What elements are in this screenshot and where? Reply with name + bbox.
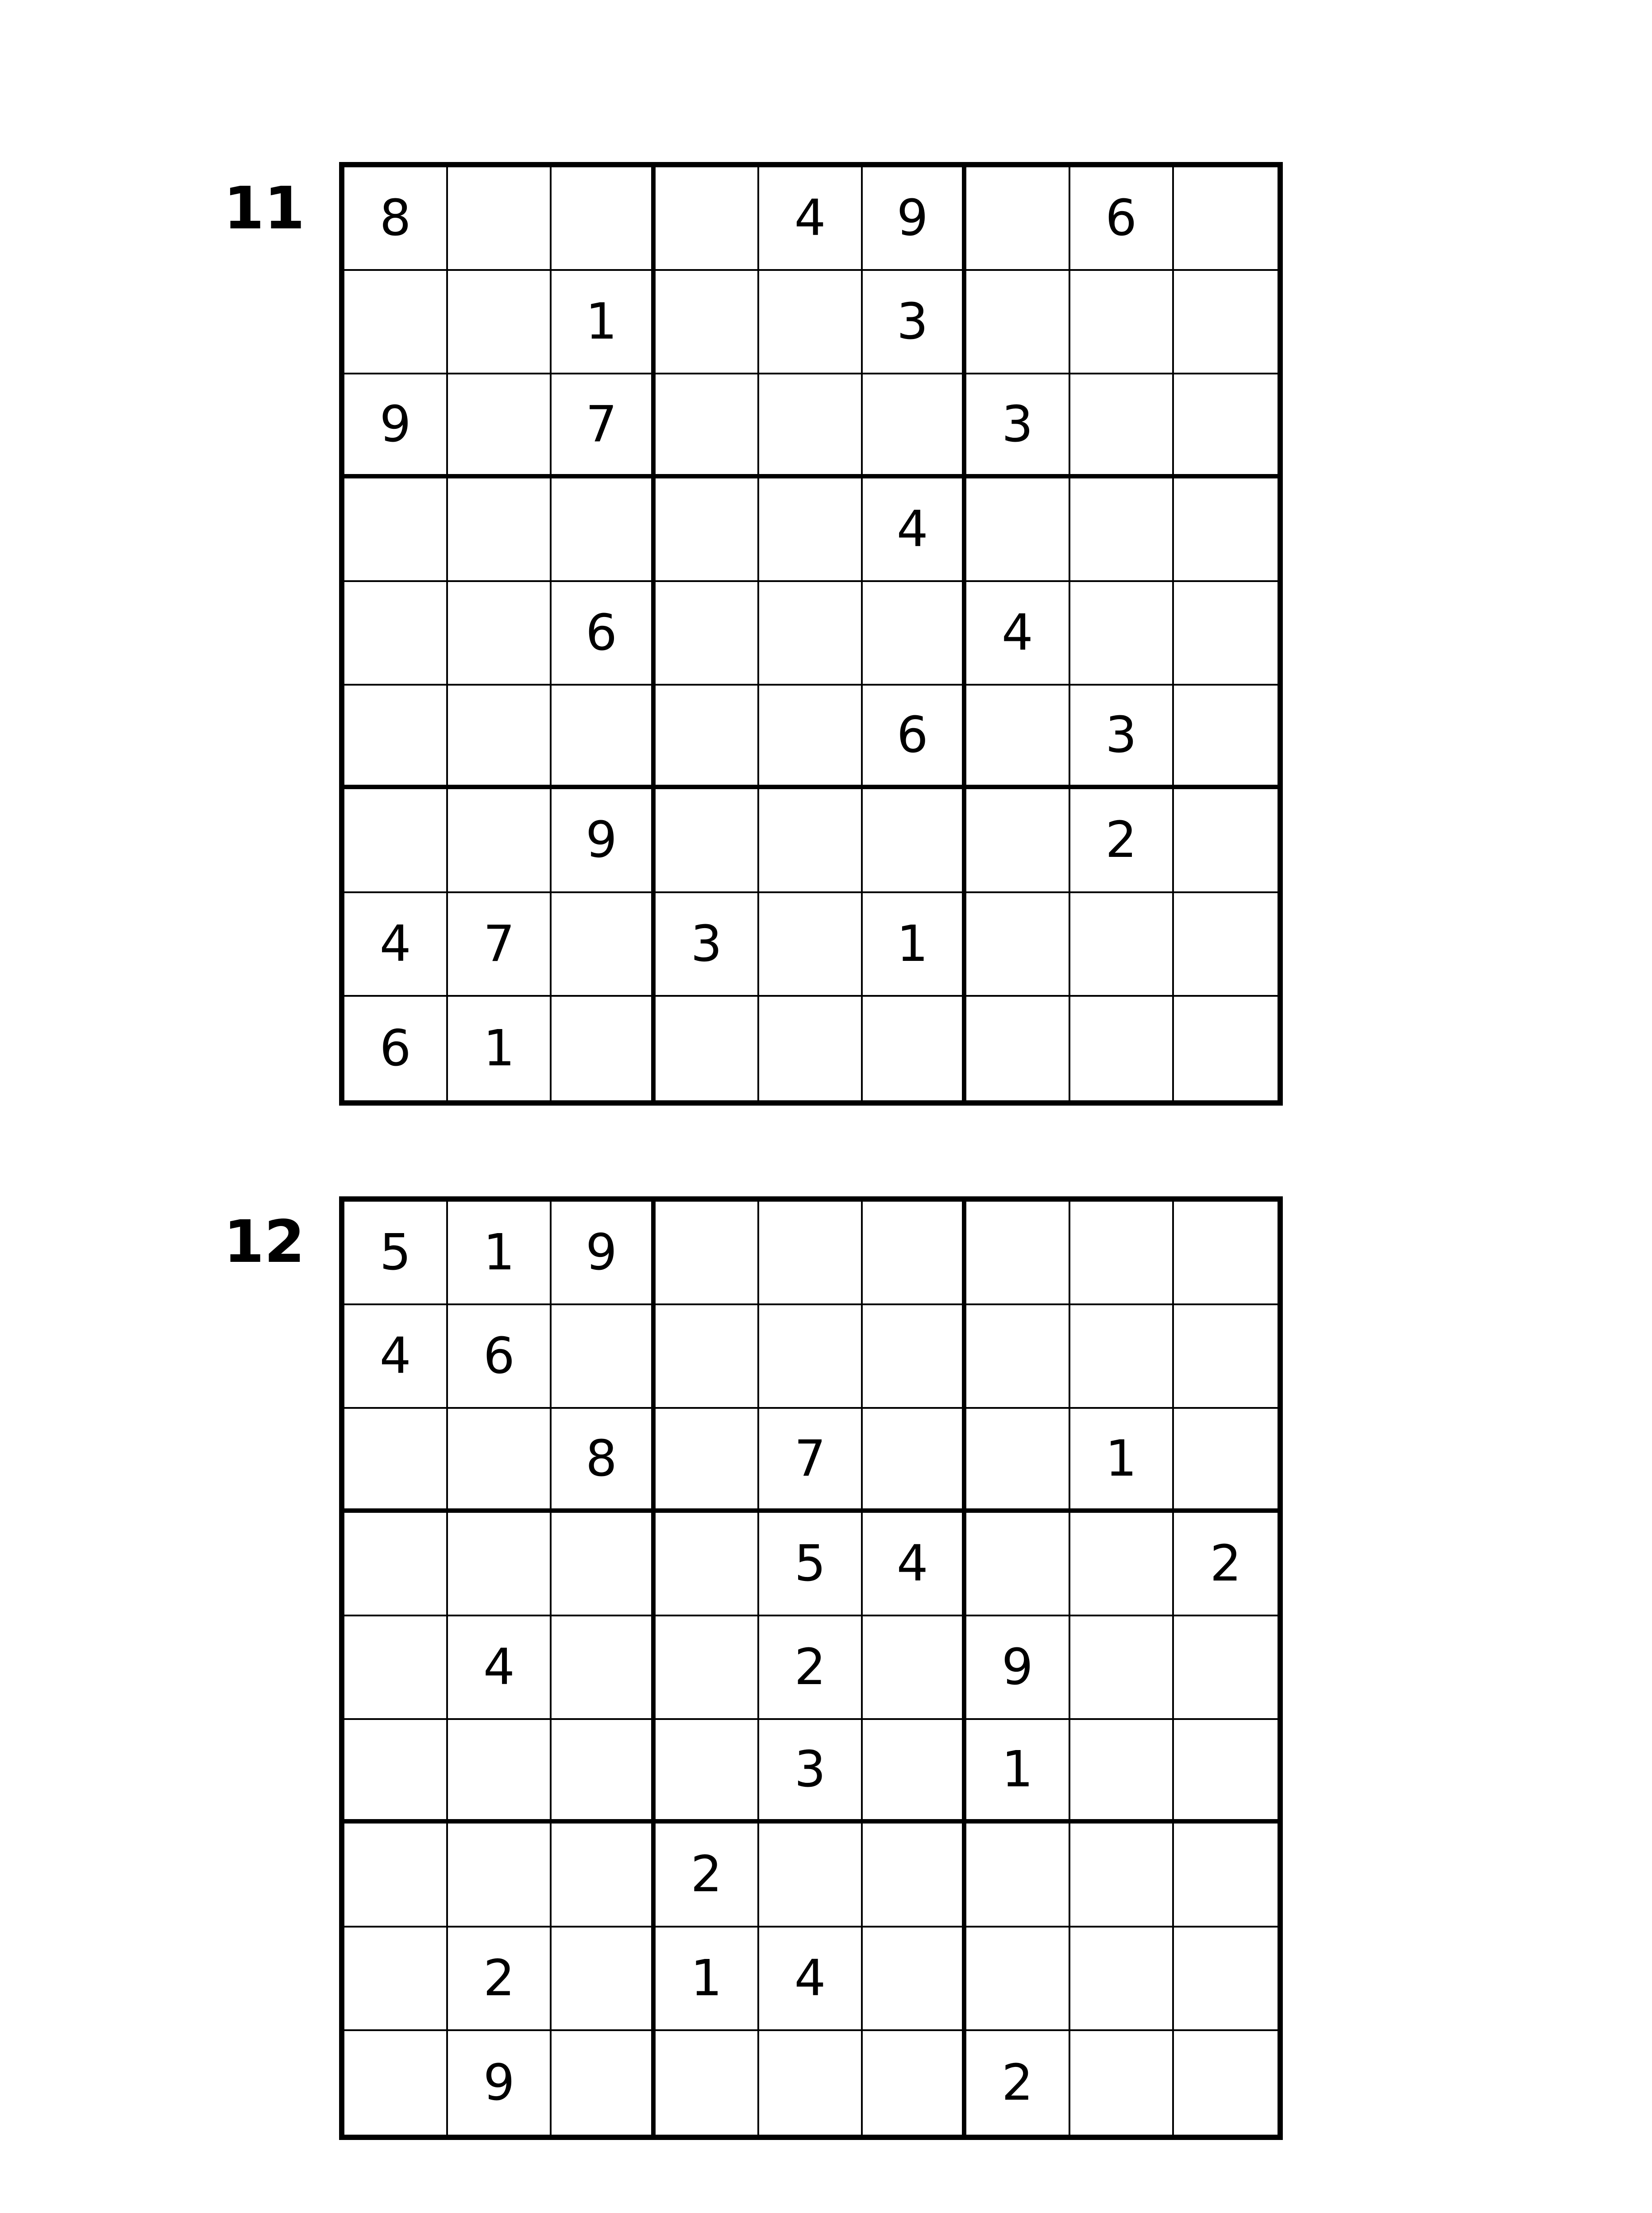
empty-cell[interactable] — [552, 478, 655, 582]
empty-cell[interactable] — [656, 271, 759, 374]
empty-cell[interactable] — [1174, 167, 1278, 271]
empty-cell[interactable] — [1070, 1513, 1174, 1616]
empty-cell[interactable] — [966, 1513, 1070, 1616]
empty-cell[interactable] — [448, 582, 552, 686]
given-cell: 4 — [344, 893, 448, 997]
empty-cell[interactable] — [552, 1928, 655, 2031]
empty-cell[interactable] — [656, 1513, 759, 1616]
empty-cell[interactable] — [1174, 1720, 1278, 1824]
empty-cell[interactable] — [1070, 478, 1174, 582]
empty-cell[interactable] — [656, 374, 759, 478]
empty-cell[interactable] — [759, 686, 863, 789]
empty-cell[interactable] — [656, 478, 759, 582]
given-cell: 6 — [448, 1305, 552, 1409]
empty-cell[interactable] — [759, 2031, 863, 2135]
given-cell: 4 — [759, 167, 863, 271]
empty-cell[interactable] — [344, 1409, 448, 1512]
empty-cell[interactable] — [863, 1824, 966, 1927]
empty-cell[interactable] — [966, 167, 1070, 271]
given-cell: 2 — [1174, 1513, 1278, 1616]
empty-cell[interactable] — [1070, 1720, 1174, 1824]
empty-cell[interactable] — [1070, 1202, 1174, 1305]
empty-cell[interactable] — [1174, 1616, 1278, 1720]
empty-cell[interactable] — [1174, 1409, 1278, 1512]
given-cell: 3 — [863, 271, 966, 374]
empty-cell[interactable] — [448, 686, 552, 789]
empty-cell[interactable] — [344, 478, 448, 582]
given-cell: 3 — [759, 1720, 863, 1824]
empty-cell[interactable] — [1174, 374, 1278, 478]
empty-cell[interactable] — [1174, 1928, 1278, 2031]
empty-cell[interactable] — [656, 1202, 759, 1305]
empty-cell[interactable] — [759, 997, 863, 1100]
given-cell: 3 — [656, 893, 759, 997]
given-cell: 2 — [759, 1616, 863, 1720]
empty-cell[interactable] — [966, 271, 1070, 374]
empty-cell[interactable] — [1174, 1305, 1278, 1409]
empty-cell[interactable] — [863, 1305, 966, 1409]
empty-cell[interactable] — [759, 582, 863, 686]
given-cell: 2 — [448, 1928, 552, 2031]
empty-cell[interactable] — [1174, 789, 1278, 893]
empty-cell[interactable] — [863, 374, 966, 478]
empty-cell[interactable] — [1070, 1616, 1174, 1720]
given-cell: 2 — [656, 1824, 759, 1927]
given-cell: 8 — [344, 167, 448, 271]
empty-cell[interactable] — [966, 1305, 1070, 1409]
empty-cell[interactable] — [1070, 1824, 1174, 1927]
given-cell: 2 — [966, 2031, 1070, 2135]
empty-cell[interactable] — [344, 1720, 448, 1824]
given-cell: 1 — [448, 997, 552, 1100]
empty-cell[interactable] — [1174, 1202, 1278, 1305]
empty-cell[interactable] — [656, 686, 759, 789]
empty-cell[interactable] — [759, 478, 863, 582]
given-cell: 4 — [863, 478, 966, 582]
empty-cell[interactable] — [759, 789, 863, 893]
empty-cell[interactable] — [656, 1305, 759, 1409]
empty-cell[interactable] — [1070, 893, 1174, 997]
given-cell: 2 — [1070, 789, 1174, 893]
empty-cell[interactable] — [552, 2031, 655, 2135]
empty-cell[interactable] — [1174, 997, 1278, 1100]
given-cell: 4 — [448, 1616, 552, 1720]
empty-cell[interactable] — [344, 271, 448, 374]
empty-cell[interactable] — [863, 582, 966, 686]
empty-cell[interactable] — [1070, 2031, 1174, 2135]
empty-cell[interactable] — [552, 686, 655, 789]
given-cell: 5 — [759, 1513, 863, 1616]
empty-cell[interactable] — [344, 686, 448, 789]
empty-cell[interactable] — [448, 1720, 552, 1824]
empty-cell[interactable] — [759, 271, 863, 374]
empty-cell[interactable] — [344, 2031, 448, 2135]
empty-cell[interactable] — [552, 997, 655, 1100]
empty-cell[interactable] — [863, 997, 966, 1100]
empty-cell[interactable] — [552, 1824, 655, 1927]
empty-cell[interactable] — [1070, 271, 1174, 374]
given-cell: 1 — [552, 271, 655, 374]
empty-cell[interactable] — [552, 1513, 655, 1616]
given-cell: 1 — [656, 1928, 759, 2031]
given-cell: 8 — [552, 1409, 655, 1512]
empty-cell[interactable] — [759, 893, 863, 997]
empty-cell[interactable] — [1174, 686, 1278, 789]
empty-cell[interactable] — [1174, 893, 1278, 997]
empty-cell[interactable] — [656, 789, 759, 893]
empty-cell[interactable] — [656, 2031, 759, 2135]
sudoku-grid — [339, 1196, 1283, 2140]
empty-cell[interactable] — [448, 789, 552, 893]
given-cell: 7 — [759, 1409, 863, 1512]
empty-cell[interactable] — [344, 1824, 448, 1927]
empty-cell[interactable] — [656, 1409, 759, 1512]
given-cell: 5 — [344, 1202, 448, 1305]
empty-cell[interactable] — [552, 1720, 655, 1824]
empty-cell[interactable] — [966, 478, 1070, 582]
empty-cell[interactable] — [966, 1928, 1070, 2031]
given-cell: 6 — [1070, 167, 1174, 271]
empty-cell[interactable] — [448, 1409, 552, 1512]
empty-cell[interactable] — [448, 271, 552, 374]
empty-cell[interactable] — [863, 1720, 966, 1824]
given-cell: 6 — [552, 582, 655, 686]
empty-cell[interactable] — [1070, 1305, 1174, 1409]
empty-cell[interactable] — [966, 1409, 1070, 1512]
empty-cell[interactable] — [863, 1928, 966, 2031]
empty-cell[interactable] — [344, 1513, 448, 1616]
empty-cell[interactable] — [1174, 478, 1278, 582]
empty-cell[interactable] — [344, 789, 448, 893]
empty-cell[interactable] — [552, 893, 655, 997]
empty-cell[interactable] — [863, 2031, 966, 2135]
given-cell: 6 — [344, 997, 448, 1100]
empty-cell[interactable] — [656, 997, 759, 1100]
empty-cell[interactable] — [863, 789, 966, 893]
empty-cell[interactable] — [966, 1202, 1070, 1305]
given-cell: 9 — [966, 1616, 1070, 1720]
empty-cell[interactable] — [863, 1409, 966, 1512]
empty-cell[interactable] — [966, 1824, 1070, 1927]
empty-cell[interactable] — [966, 997, 1070, 1100]
given-cell: 9 — [863, 167, 966, 271]
given-cell: 9 — [552, 1202, 655, 1305]
given-cell: 4 — [344, 1305, 448, 1409]
empty-cell[interactable] — [552, 1305, 655, 1409]
empty-cell[interactable] — [966, 789, 1070, 893]
given-cell: 1 — [863, 893, 966, 997]
empty-cell[interactable] — [552, 1616, 655, 1720]
empty-cell[interactable] — [552, 167, 655, 271]
empty-cell[interactable] — [448, 374, 552, 478]
sudoku-grid — [339, 162, 1283, 1106]
empty-cell[interactable] — [1174, 2031, 1278, 2135]
empty-cell[interactable] — [1070, 582, 1174, 686]
empty-cell[interactable] — [448, 167, 552, 271]
empty-cell[interactable] — [759, 1305, 863, 1409]
given-cell: 6 — [863, 686, 966, 789]
empty-cell[interactable] — [656, 582, 759, 686]
empty-cell[interactable] — [759, 374, 863, 478]
empty-cell[interactable] — [344, 582, 448, 686]
given-cell: 1 — [448, 1202, 552, 1305]
puzzle-number: 12 — [224, 1208, 305, 1276]
empty-cell[interactable] — [656, 1616, 759, 1720]
empty-cell[interactable] — [1174, 582, 1278, 686]
empty-cell[interactable] — [448, 1824, 552, 1927]
empty-cell[interactable] — [1174, 271, 1278, 374]
empty-cell[interactable] — [448, 1513, 552, 1616]
puzzle-number: 11 — [224, 174, 305, 243]
given-cell: 4 — [863, 1513, 966, 1616]
empty-cell[interactable] — [759, 1202, 863, 1305]
empty-cell[interactable] — [1174, 1824, 1278, 1927]
given-cell: 3 — [1070, 686, 1174, 789]
given-cell: 1 — [966, 1720, 1070, 1824]
empty-cell[interactable] — [1070, 374, 1174, 478]
empty-cell[interactable] — [966, 893, 1070, 997]
empty-cell[interactable] — [1070, 1928, 1174, 2031]
given-cell: 4 — [759, 1928, 863, 2031]
empty-cell[interactable] — [448, 478, 552, 582]
given-cell: 9 — [344, 374, 448, 478]
empty-cell[interactable] — [759, 1824, 863, 1927]
empty-cell[interactable] — [344, 1616, 448, 1720]
empty-cell[interactable] — [863, 1616, 966, 1720]
given-cell: 1 — [1070, 1409, 1174, 1512]
given-cell: 3 — [966, 374, 1070, 478]
given-cell: 4 — [966, 582, 1070, 686]
empty-cell[interactable] — [966, 686, 1070, 789]
given-cell: 7 — [448, 893, 552, 997]
given-cell: 7 — [552, 374, 655, 478]
empty-cell[interactable] — [1070, 997, 1174, 1100]
given-cell: 9 — [552, 789, 655, 893]
empty-cell[interactable] — [656, 167, 759, 271]
empty-cell[interactable] — [344, 1928, 448, 2031]
given-cell: 9 — [448, 2031, 552, 2135]
empty-cell[interactable] — [656, 1720, 759, 1824]
empty-cell[interactable] — [863, 1202, 966, 1305]
